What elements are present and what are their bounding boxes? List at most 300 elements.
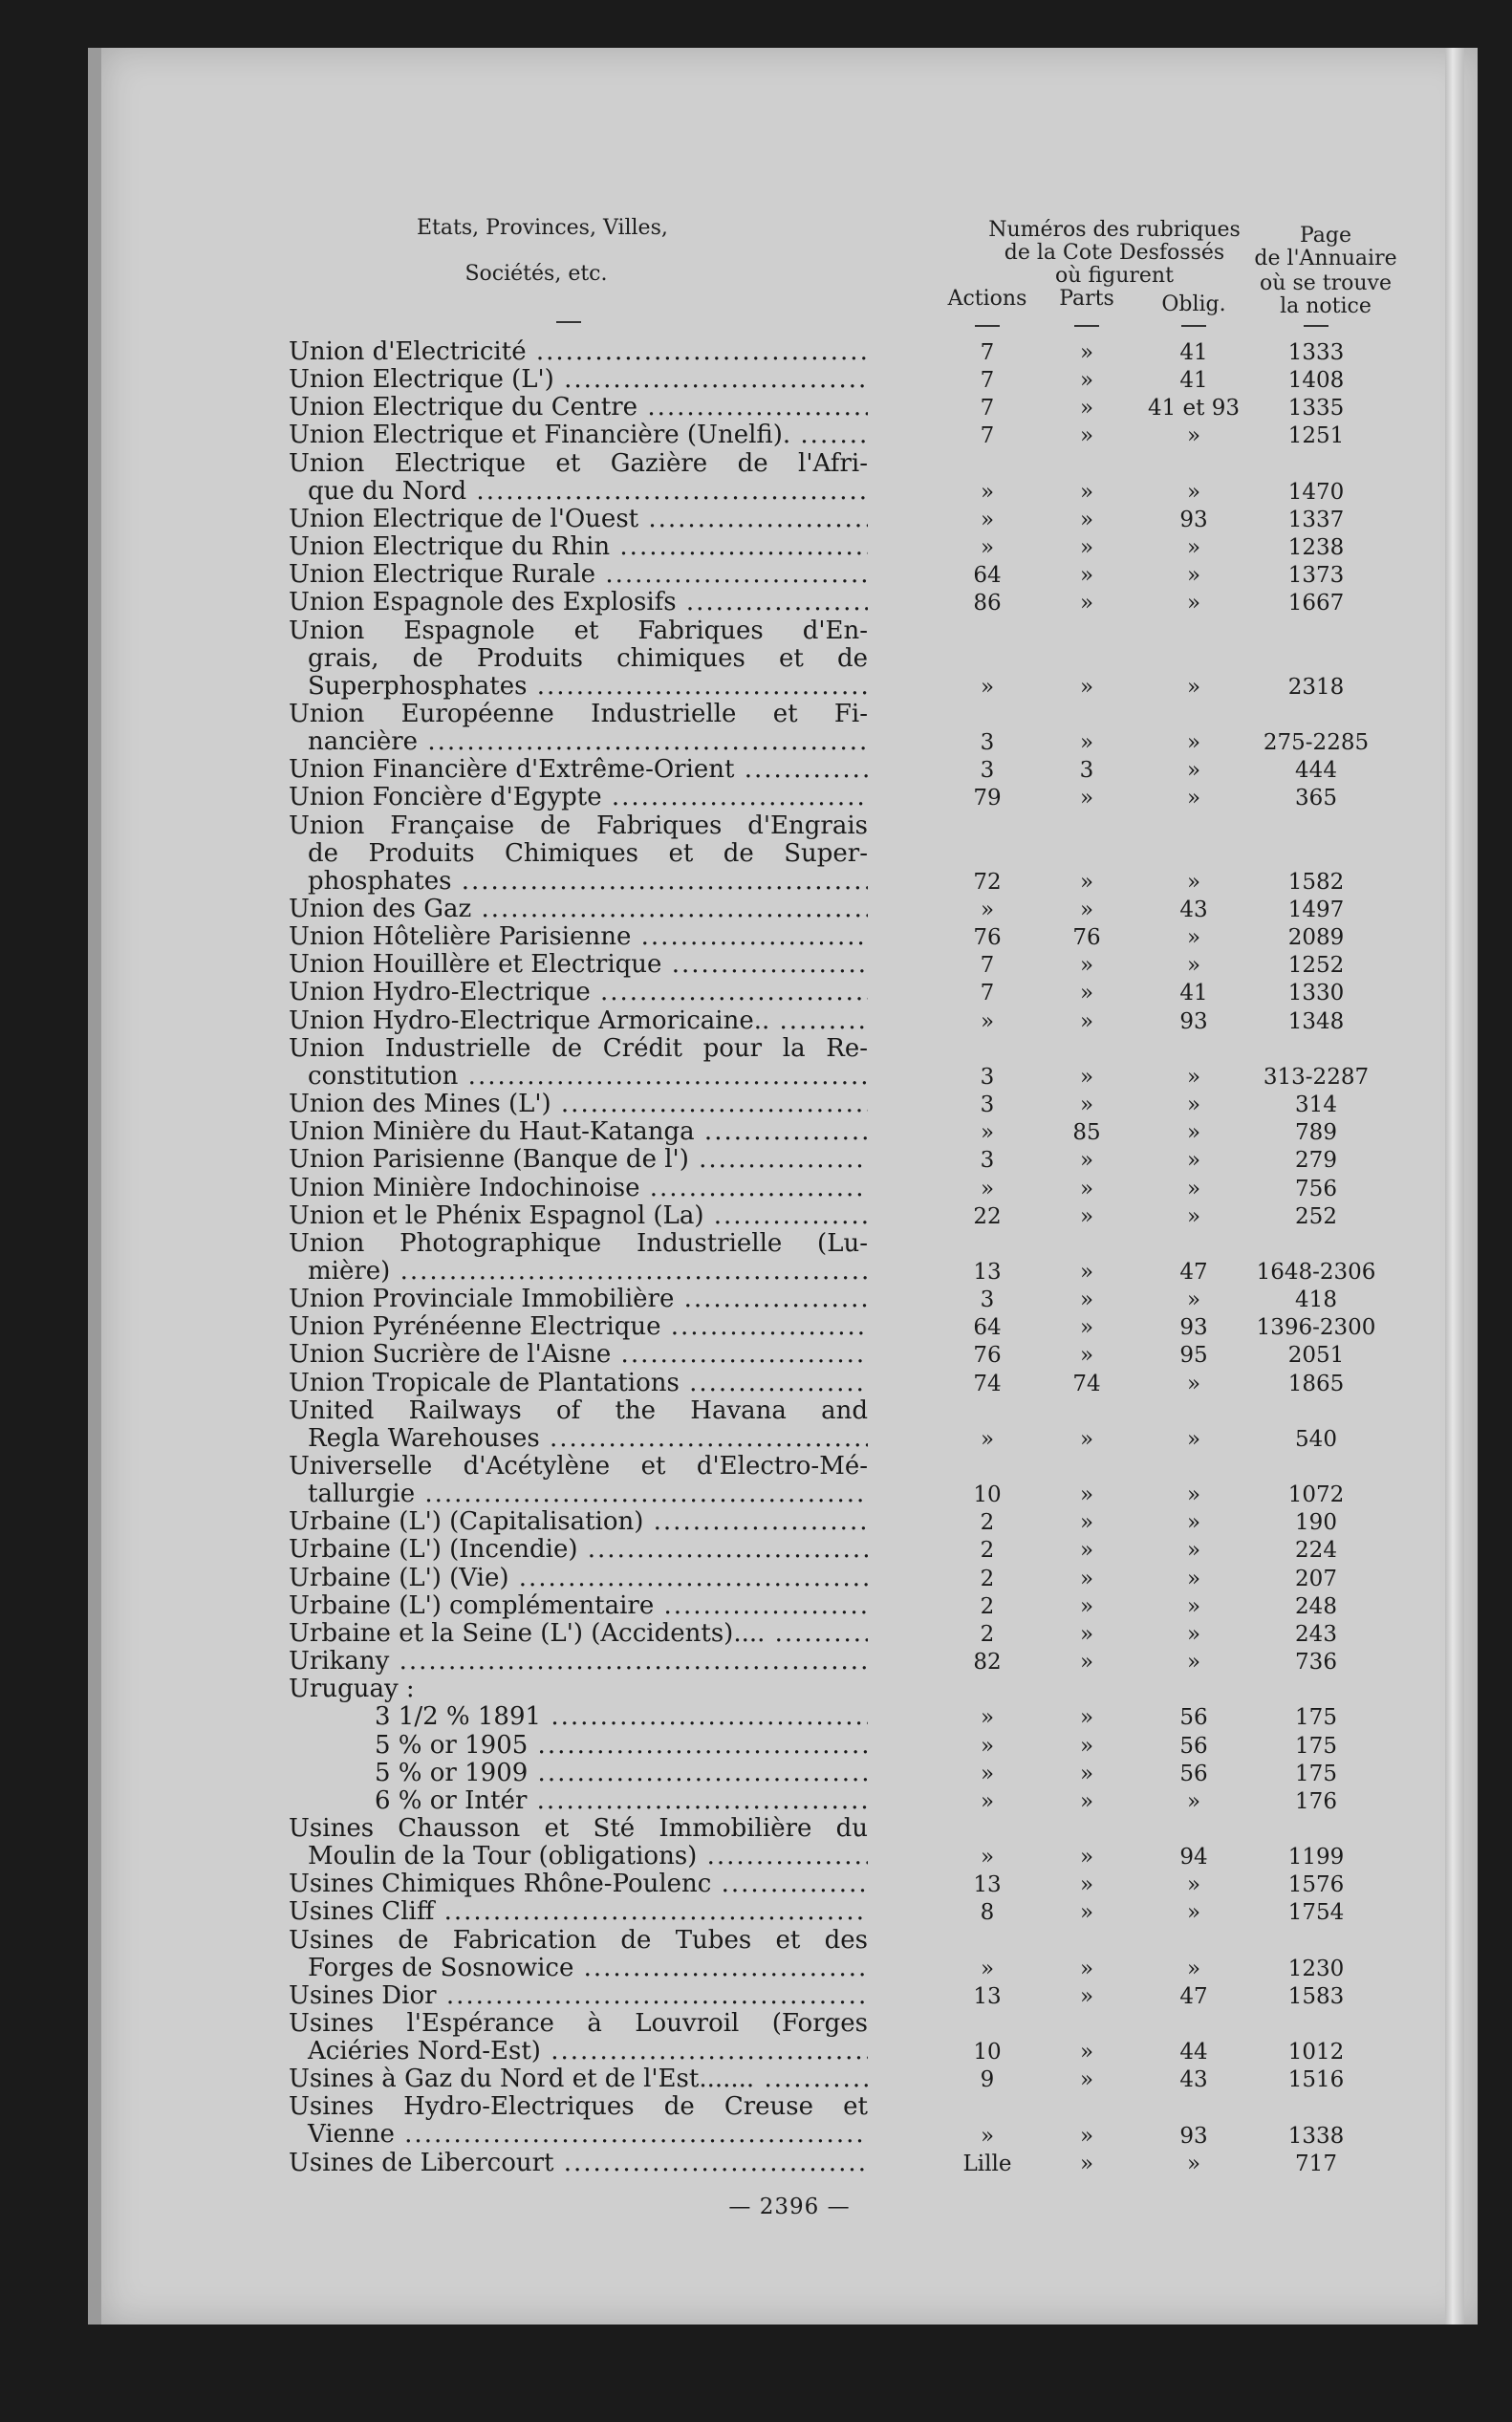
table-row bbox=[101, 589, 1478, 616]
actions-cell: » bbox=[980, 1788, 995, 1814]
entry-name bbox=[289, 2065, 868, 2093]
entry-name bbox=[289, 1313, 868, 1341]
page-cell: 175 bbox=[1295, 1733, 1337, 1759]
page-cell: 1865 bbox=[1287, 1371, 1345, 1396]
parts-cell: » bbox=[1079, 340, 1094, 365]
actions-cell: » bbox=[980, 507, 995, 532]
oblig-cell: 43 bbox=[1179, 897, 1208, 922]
actions-cell: 3 bbox=[980, 730, 995, 756]
entry-name bbox=[289, 2093, 868, 2149]
page-cell: 1754 bbox=[1287, 1900, 1345, 1926]
table-row bbox=[101, 1118, 1478, 1146]
oblig-cell: 47 bbox=[1179, 1259, 1208, 1285]
entry-name-line: Union Electrique Rurale ..... bbox=[289, 561, 868, 589]
parts-cell: » bbox=[1079, 1621, 1094, 1647]
entry-name-line: Usines de Libercourt ..... bbox=[289, 2150, 868, 2177]
entry-name bbox=[289, 1091, 868, 1118]
entry-name-line: Union Minière du Haut-Katanga ..... bbox=[289, 1118, 868, 1146]
table-row bbox=[101, 1397, 1478, 1453]
entry-name bbox=[289, 1871, 868, 1898]
table-row bbox=[101, 1286, 1478, 1313]
oblig-cell: » bbox=[1186, 1482, 1201, 1508]
oblig-cell: » bbox=[1186, 1650, 1201, 1676]
entry-name bbox=[289, 1676, 868, 1703]
actions-cell: » bbox=[980, 897, 995, 922]
header-page-line1: Page bbox=[1299, 224, 1352, 248]
parts-cell: » bbox=[1079, 1983, 1094, 2009]
table-row bbox=[101, 2093, 1478, 2149]
parts-cell: » bbox=[1079, 1482, 1094, 1508]
header-mid-line3: où figurent bbox=[1055, 264, 1174, 288]
oblig-cell: » bbox=[1186, 1538, 1201, 1564]
entry-name-line: Union Provinciale Immobilière ..... bbox=[289, 1286, 868, 1313]
table-row bbox=[101, 1453, 1478, 1508]
parts-cell: » bbox=[1079, 368, 1094, 394]
header-left-dash bbox=[556, 321, 581, 323]
entry-name-line: Union Tropicale de Plantations ..... bbox=[289, 1370, 868, 1397]
table-row bbox=[101, 923, 1478, 951]
entry-name-line: Usines Chimiques Rhône-Poulenc ..... bbox=[289, 1871, 868, 1898]
entry-name bbox=[289, 1565, 868, 1592]
oblig-cell: » bbox=[1186, 1426, 1201, 1452]
entry-name-line: Usines l'Espérance à Louvroil (Forges bbox=[289, 2010, 868, 2038]
actions-cell: 2 bbox=[980, 1538, 995, 1564]
header-page-line3: où se trouve bbox=[1260, 271, 1392, 295]
oblig-cell: » bbox=[1186, 1064, 1201, 1090]
oblig-cell: » bbox=[1186, 1621, 1201, 1647]
entry-name bbox=[289, 701, 868, 756]
actions-cell: 64 bbox=[973, 1315, 1002, 1341]
table-row bbox=[101, 701, 1478, 756]
entry-name-line: Union Européenne Industrielle et Fi- bbox=[289, 700, 868, 728]
entry-name-line: Union Electrique (L') ..... bbox=[289, 366, 868, 394]
actions-cell: 22 bbox=[973, 1203, 1002, 1229]
table-row bbox=[101, 1370, 1478, 1397]
page-edge bbox=[1445, 48, 1464, 2325]
entry-name-line: grais, de Produits chimiques et de bbox=[308, 644, 868, 673]
entry-name-line: Usines Cliff ..... bbox=[289, 1898, 868, 1926]
oblig-cell: » bbox=[1186, 1120, 1201, 1146]
entry-name bbox=[289, 979, 868, 1006]
table-row bbox=[101, 394, 1478, 422]
page-cell: 1012 bbox=[1287, 2040, 1345, 2065]
entry-name-line: Union Hydro-Electrique ..... bbox=[289, 979, 868, 1006]
page-cell: 1396-2300 bbox=[1256, 1315, 1376, 1341]
entry-name bbox=[289, 1536, 868, 1564]
page-cell: 1199 bbox=[1287, 1845, 1345, 1871]
header-col-parts: Parts bbox=[1059, 287, 1114, 311]
entry-name bbox=[289, 784, 868, 811]
parts-cell: » bbox=[1079, 591, 1094, 616]
entry-name-line: Aciéries Nord-Est) ..... bbox=[289, 2038, 868, 2065]
entry-name bbox=[289, 756, 868, 784]
header-dash-parts bbox=[1074, 325, 1099, 327]
oblig-cell: » bbox=[1186, 1593, 1201, 1619]
entry-name-line: Union Houillère et Electrique ..... bbox=[289, 951, 868, 979]
table-row bbox=[101, 1565, 1478, 1592]
table-row bbox=[101, 338, 1478, 366]
actions-cell: 13 bbox=[973, 1259, 1002, 1285]
table-row bbox=[101, 896, 1478, 923]
actions-cell: 86 bbox=[973, 591, 1002, 616]
table-row bbox=[101, 1787, 1478, 1815]
entry-name-line: Union d'Electricité ..... bbox=[289, 338, 868, 366]
parts-cell: » bbox=[1079, 535, 1094, 561]
entry-name-line: Usines Hydro-Electriques de Creuse et bbox=[289, 2093, 868, 2122]
parts-cell: » bbox=[1079, 1705, 1094, 1731]
page-cell: 1497 bbox=[1287, 897, 1345, 922]
oblig-cell: 93 bbox=[1179, 1008, 1208, 1034]
entry-name-line: Union Industrielle de Crédit pour la Re- bbox=[289, 1034, 868, 1063]
actions-cell: 7 bbox=[980, 368, 995, 394]
entry-name-line: nancière ..... bbox=[289, 728, 868, 756]
page-cell: 2318 bbox=[1287, 674, 1345, 700]
table-row bbox=[101, 1007, 1478, 1035]
page-cell: 224 bbox=[1295, 1538, 1337, 1564]
entry-name-line: Urbaine (L') (Incendie) ..... bbox=[289, 1536, 868, 1564]
parts-cell: » bbox=[1079, 2040, 1094, 2065]
oblig-cell: 41 bbox=[1179, 981, 1208, 1006]
entry-name-line: Regla Warehouses ..... bbox=[289, 1425, 868, 1453]
parts-cell: » bbox=[1079, 1259, 1094, 1285]
page-cell: 248 bbox=[1295, 1593, 1337, 1619]
entry-name bbox=[289, 1341, 868, 1369]
table-row bbox=[101, 1871, 1478, 1898]
oblig-cell: » bbox=[1186, 423, 1201, 449]
entry-name bbox=[289, 561, 868, 589]
entry-name-line: Uruguay : bbox=[289, 1676, 415, 1704]
parts-cell: » bbox=[1079, 396, 1094, 422]
entry-name-line: Union Financière d'Extrême-Orient ..... bbox=[289, 756, 868, 784]
entry-name-line: Union Electrique du Centre ..... bbox=[289, 394, 868, 422]
entry-name bbox=[289, 1397, 868, 1453]
actions-cell: 8 bbox=[980, 1900, 995, 1926]
table-row bbox=[101, 1536, 1478, 1564]
parts-cell: » bbox=[1079, 730, 1094, 756]
parts-cell: » bbox=[1079, 1203, 1094, 1229]
actions-cell: 79 bbox=[973, 786, 1002, 811]
entry-name bbox=[289, 450, 868, 506]
entry-name-line: phosphates ..... bbox=[289, 868, 868, 896]
page-cell: 418 bbox=[1295, 1287, 1337, 1313]
entry-name bbox=[375, 1732, 868, 1760]
oblig-cell: 41 bbox=[1179, 340, 1208, 365]
entry-name bbox=[289, 1508, 868, 1536]
actions-cell: 13 bbox=[973, 1983, 1002, 2009]
parts-cell: » bbox=[1079, 869, 1094, 895]
page-cell: 252 bbox=[1295, 1203, 1337, 1229]
parts-cell: » bbox=[1079, 1510, 1094, 1536]
header-mid-line1: Numéros des rubriques bbox=[988, 218, 1241, 242]
actions-cell: 10 bbox=[973, 2040, 1002, 2065]
oblig-cell: » bbox=[1186, 758, 1201, 784]
parts-cell: » bbox=[1079, 1593, 1094, 1619]
parts-cell: » bbox=[1079, 1538, 1094, 1564]
page-cell: 207 bbox=[1295, 1566, 1337, 1591]
entry-name bbox=[289, 1370, 868, 1397]
entry-name-line: Urbaine (L') (Capitalisation) ..... bbox=[289, 1508, 868, 1536]
oblig-cell: 41 bbox=[1179, 368, 1208, 394]
oblig-cell: » bbox=[1186, 1872, 1201, 1898]
page-cell: 190 bbox=[1295, 1510, 1337, 1536]
oblig-cell: » bbox=[1186, 2151, 1201, 2176]
table-row bbox=[101, 1676, 1478, 1703]
entry-name-line: Union Photographique Industrielle (Lu- bbox=[289, 1229, 868, 1258]
entry-name bbox=[375, 1703, 868, 1731]
entry-name bbox=[289, 394, 868, 422]
entry-name bbox=[289, 1927, 868, 1982]
entry-name-line: que du Nord ..... bbox=[289, 478, 868, 506]
page-cell: 1330 bbox=[1287, 981, 1345, 1006]
parts-cell: » bbox=[1079, 1008, 1094, 1034]
entry-name bbox=[289, 422, 868, 449]
parts-cell: » bbox=[1079, 479, 1094, 505]
actions-cell: 82 bbox=[973, 1650, 1002, 1676]
entry-name-line: United Railways of the Havana and bbox=[289, 1396, 868, 1425]
actions-cell: 3 bbox=[980, 1148, 995, 1174]
oblig-cell: » bbox=[1186, 479, 1201, 505]
parts-cell: » bbox=[1079, 507, 1094, 532]
entry-name bbox=[289, 1648, 868, 1676]
entry-name-line: Union Minière Indochinoise ..... bbox=[289, 1175, 868, 1202]
header-dash-actions bbox=[975, 325, 1000, 327]
parts-cell: » bbox=[1079, 1956, 1094, 1981]
entry-name-line: Union Electrique du Rhin ..... bbox=[289, 533, 868, 561]
page-number-footer: — 2396 — bbox=[728, 2195, 851, 2219]
table-row bbox=[101, 1760, 1478, 1787]
page-cell: 1230 bbox=[1287, 1956, 1345, 1981]
table-row bbox=[101, 422, 1478, 449]
page-cell: 1333 bbox=[1287, 340, 1345, 365]
entry-name-line: Vienne ..... bbox=[289, 2121, 868, 2149]
table-row bbox=[101, 1313, 1478, 1341]
entry-name-line: Forges de Sosnowice ..... bbox=[289, 1955, 868, 1982]
entry-name-line: 6 % or Intér ..... bbox=[375, 1787, 868, 1815]
table-row bbox=[101, 1202, 1478, 1230]
parts-cell: » bbox=[1079, 981, 1094, 1006]
table-row bbox=[101, 979, 1478, 1006]
entry-name bbox=[289, 2010, 868, 2065]
oblig-cell: » bbox=[1186, 1510, 1201, 1536]
actions-cell: 3 bbox=[980, 1287, 995, 1313]
actions-cell: » bbox=[980, 1705, 995, 1731]
page-cell: 1335 bbox=[1287, 396, 1345, 422]
page-cell: 1338 bbox=[1287, 2123, 1345, 2149]
oblig-cell: » bbox=[1186, 535, 1201, 561]
page-cell: 756 bbox=[1295, 1176, 1337, 1201]
oblig-cell: 93 bbox=[1179, 507, 1208, 532]
page-cell: 1516 bbox=[1287, 2067, 1345, 2093]
actions-cell: 7 bbox=[980, 396, 995, 422]
entry-name bbox=[289, 1815, 868, 1871]
actions-cell: Lille bbox=[962, 2151, 1012, 2176]
actions-cell: 3 bbox=[980, 1092, 995, 1118]
actions-cell: » bbox=[980, 1120, 995, 1146]
page-cell: 365 bbox=[1295, 786, 1337, 811]
entry-name-line: Usines de Fabrication de Tubes et des bbox=[289, 1926, 868, 1955]
header-left-line1: Etats, Provinces, Villes, bbox=[417, 216, 668, 240]
table-row bbox=[101, 1898, 1478, 1926]
oblig-cell: 47 bbox=[1179, 1983, 1208, 2009]
table-row bbox=[101, 1091, 1478, 1118]
table-row bbox=[101, 1815, 1478, 1871]
entry-name bbox=[289, 1286, 868, 1313]
parts-cell: » bbox=[1079, 1900, 1094, 1926]
page-cell: 1337 bbox=[1287, 507, 1345, 532]
oblig-cell: 43 bbox=[1179, 2067, 1208, 2093]
entry-name bbox=[289, 1230, 868, 1286]
oblig-cell: » bbox=[1186, 953, 1201, 979]
entry-name-line: Urbaine et la Seine (L') (Accidents).... ..... bbox=[289, 1620, 868, 1648]
actions-cell: 10 bbox=[973, 1482, 1002, 1508]
actions-cell: 76 bbox=[973, 925, 1002, 951]
parts-cell: » bbox=[1079, 1315, 1094, 1341]
page-cell: 1251 bbox=[1287, 423, 1345, 449]
parts-cell: » bbox=[1079, 2067, 1094, 2093]
parts-cell: » bbox=[1079, 953, 1094, 979]
page-cell: 540 bbox=[1295, 1426, 1337, 1452]
page-cell: 279 bbox=[1295, 1148, 1337, 1174]
page-cell: 176 bbox=[1295, 1788, 1337, 1814]
page-cell: 1252 bbox=[1287, 953, 1345, 979]
entry-name-line: Union Espagnole et Fabriques d'En- bbox=[289, 616, 868, 645]
parts-cell: » bbox=[1079, 1650, 1094, 1676]
oblig-cell: 94 bbox=[1179, 1845, 1208, 1871]
oblig-cell: » bbox=[1186, 1900, 1201, 1926]
parts-cell: » bbox=[1079, 2123, 1094, 2149]
oblig-cell: » bbox=[1186, 869, 1201, 895]
page-cell: 736 bbox=[1295, 1650, 1337, 1676]
header-mid-line2: de la Cote Desfossés bbox=[1004, 241, 1225, 265]
actions-cell: 2 bbox=[980, 1510, 995, 1536]
page-cell: 314 bbox=[1295, 1092, 1337, 1118]
table-row bbox=[101, 1620, 1478, 1648]
actions-cell: 74 bbox=[973, 1371, 1002, 1396]
oblig-cell: 56 bbox=[1179, 1733, 1208, 1759]
parts-cell: » bbox=[1079, 1566, 1094, 1591]
entry-name bbox=[289, 1202, 868, 1230]
page-cell: 444 bbox=[1295, 758, 1337, 784]
parts-cell: » bbox=[1079, 1426, 1094, 1452]
entry-name bbox=[289, 1118, 868, 1146]
oblig-cell: » bbox=[1186, 1176, 1201, 1201]
header-col-actions: Actions bbox=[947, 287, 1027, 311]
actions-cell: 9 bbox=[980, 2067, 995, 2093]
entry-name-line: 3 1/2 % 1891 ..... bbox=[375, 1703, 868, 1731]
table-row bbox=[101, 1035, 1478, 1091]
table-row bbox=[101, 1341, 1478, 1369]
entry-name-line: Union Pyrénéenne Electrique ..... bbox=[289, 1313, 868, 1341]
entry-name bbox=[289, 1898, 868, 1926]
page-cell: 1667 bbox=[1287, 591, 1345, 616]
actions-cell: » bbox=[980, 2123, 995, 2149]
parts-cell: » bbox=[1079, 1845, 1094, 1871]
parts-cell: » bbox=[1079, 1287, 1094, 1313]
parts-cell: » bbox=[1079, 1343, 1094, 1369]
table-row bbox=[101, 756, 1478, 784]
entry-name-line: tallurgie ..... bbox=[289, 1481, 868, 1508]
entry-name bbox=[289, 812, 868, 896]
entry-name-line: Union Electrique de l'Ouest ..... bbox=[289, 506, 868, 533]
entry-name-line: 5 % or 1909 ..... bbox=[375, 1760, 868, 1787]
actions-cell: 7 bbox=[980, 423, 995, 449]
entry-name-line: Usines à Gaz du Nord et de l'Est....... ..... bbox=[289, 2065, 868, 2093]
parts-cell: » bbox=[1079, 1788, 1094, 1814]
entry-name bbox=[289, 1620, 868, 1648]
oblig-cell: 93 bbox=[1179, 1315, 1208, 1341]
oblig-cell: » bbox=[1186, 674, 1201, 700]
parts-cell: » bbox=[1079, 1872, 1094, 1898]
actions-cell: » bbox=[980, 1845, 995, 1871]
actions-cell: 76 bbox=[973, 1343, 1002, 1369]
header-page-line4: la notice bbox=[1280, 294, 1372, 318]
parts-cell: 76 bbox=[1072, 925, 1101, 951]
oblig-cell: » bbox=[1186, 591, 1201, 616]
oblig-cell: » bbox=[1186, 925, 1201, 951]
page-cell: 2089 bbox=[1287, 925, 1345, 951]
parts-cell: 3 bbox=[1079, 758, 1094, 784]
page-cell: 1582 bbox=[1287, 869, 1345, 895]
entry-name-line: Union Hôtelière Parisienne ..... bbox=[289, 923, 868, 951]
parts-cell: » bbox=[1079, 1176, 1094, 1201]
page-cell: 175 bbox=[1295, 1761, 1337, 1786]
entry-name-line: Union Française de Fabriques d'Engrais bbox=[289, 811, 868, 840]
entry-name bbox=[289, 533, 868, 561]
table-row bbox=[101, 1592, 1478, 1620]
table-row bbox=[101, 1508, 1478, 1536]
entry-name bbox=[289, 1982, 868, 2010]
entry-name bbox=[289, 1453, 868, 1508]
entry-name-line: Union des Mines (L') ..... bbox=[289, 1091, 868, 1118]
entry-name-line: Union Foncière d'Egypte ..... bbox=[289, 784, 868, 811]
oblig-cell: 56 bbox=[1179, 1705, 1208, 1731]
entry-name-line: Urikany ..... bbox=[289, 1648, 868, 1676]
oblig-cell: 93 bbox=[1179, 2123, 1208, 2149]
entry-name-line: Superphosphates ..... bbox=[289, 673, 868, 701]
table-row bbox=[101, 2010, 1478, 2065]
oblig-cell: 44 bbox=[1179, 2040, 1208, 2065]
header-col-oblig: Oblig. bbox=[1161, 292, 1226, 316]
oblig-cell: 56 bbox=[1179, 1761, 1208, 1786]
entry-name-line: Union et le Phénix Espagnol (La) ..... bbox=[289, 1202, 868, 1230]
entry-name bbox=[289, 1007, 868, 1035]
parts-cell: » bbox=[1079, 2151, 1094, 2176]
document-page bbox=[88, 48, 1478, 2325]
entry-name-line: Urbaine (L') (Vie) ..... bbox=[289, 1565, 868, 1592]
parts-cell: » bbox=[1079, 1733, 1094, 1759]
actions-cell: 2 bbox=[980, 1566, 995, 1591]
table-row bbox=[101, 617, 1478, 701]
parts-cell: 74 bbox=[1072, 1371, 1101, 1396]
table-row bbox=[101, 812, 1478, 896]
entry-name bbox=[289, 589, 868, 616]
actions-cell: » bbox=[980, 674, 995, 700]
actions-cell: 3 bbox=[980, 758, 995, 784]
entry-name-line: Usines Dior ..... bbox=[289, 1982, 868, 2010]
page-cell: 1072 bbox=[1287, 1482, 1345, 1508]
entry-name-line: mière) ..... bbox=[289, 1258, 868, 1286]
actions-cell: 3 bbox=[980, 1064, 995, 1090]
entry-name-line: Universelle d'Acétylène et d'Electro-Mé- bbox=[289, 1453, 868, 1481]
table-row bbox=[101, 1648, 1478, 1676]
table-row bbox=[101, 366, 1478, 394]
parts-cell: » bbox=[1079, 674, 1094, 700]
actions-cell: 2 bbox=[980, 1593, 995, 1619]
oblig-cell: » bbox=[1186, 1566, 1201, 1591]
entry-name bbox=[289, 506, 868, 533]
actions-cell: 7 bbox=[980, 340, 995, 365]
table-row bbox=[101, 2065, 1478, 2093]
